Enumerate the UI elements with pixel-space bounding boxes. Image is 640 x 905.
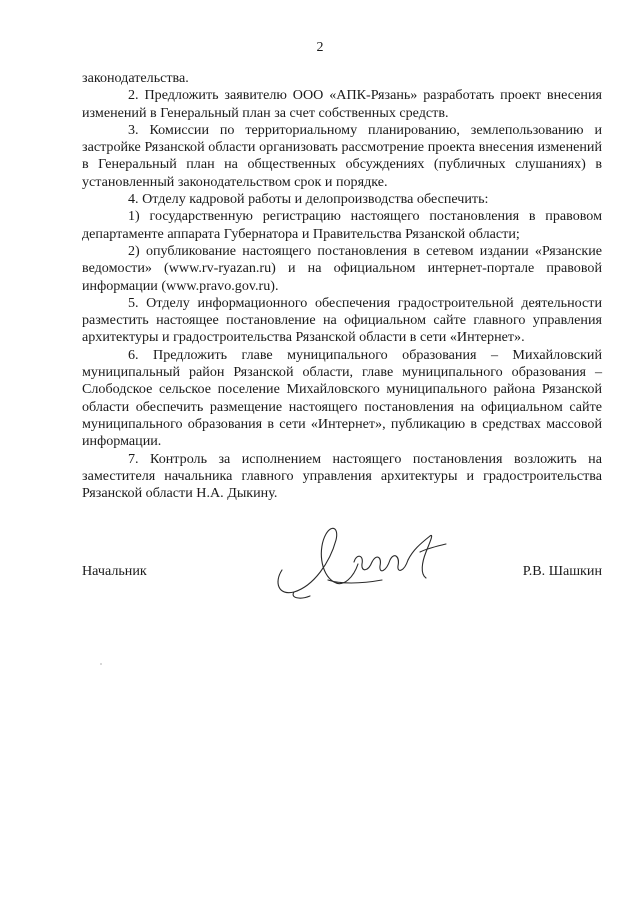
- signatory-position: Начальник: [82, 563, 147, 579]
- paragraph-subitem-1: 1) государственную регистрацию настоящего постановления в правовом департаменте аппарата Губернатора и Правительства Рязанской области;: [82, 208, 602, 242]
- handwritten-signature: [270, 518, 460, 603]
- document-body: [82, 70, 602, 502]
- paragraph-item-6: 6. Предложить главе муниципального образования – Михайловский муниципальный район Рязанской области, главе муниципального образования – Слободское сельское поселение Михайловского муниципального района Рязанской области обеспечить размещение настоящего постановления на официальном сайте муниципального образования в сети «Интернет», публикацию в средствах массовой информации.: [82, 346, 602, 450]
- scan-speck: [100, 663, 102, 665]
- paragraph-continuation: законодательства.: [82, 70, 189, 86]
- paragraph-subitem-2: 2) опубликование настоящего постановления в сетевом издании «Рязанские ведомости» (www.rv-ryazan.ru) и на официальном интернет-портале правовой информации (www.pravo.gov.ru).: [82, 242, 602, 294]
- paragraph-item-7: 7. Контроль за исполнением настоящего постановления возложить на заместителя начальника главного управления архитектуры и градостроительства Рязанской области Н.А. Дыкину.: [82, 450, 602, 502]
- paragraph-item-2: 2. Предложить заявителю ООО «АПК-Рязань» разработать проект внесения изменений в Генеральный план за счет собственных средств.: [82, 87, 602, 121]
- paragraph-item-5: 5. Отделу информационного обеспечения градостроительной деятельности разместить настоящее постановление на официальном сайте главного управления архитектуры и градостроительства Рязанской области в сети «Интернет».: [82, 294, 602, 346]
- signature-block: [82, 563, 602, 583]
- paragraph-item-3: 3. Комиссии по территориальному планированию, землепользованию и застройке Рязанской области организовать рассмотрение проекта внесения изменений в Генеральный план на общественных обсуждениях (публичных слушаниях) в установленный законодательством срок и порядке.: [82, 121, 602, 190]
- page-number: 2: [316, 40, 324, 55]
- signatory-name: Р.В. Шашкин: [522, 563, 602, 579]
- paragraph-item-4: 4. Отделу кадровой работы и делопроизводства обеспечить:: [128, 191, 489, 208]
